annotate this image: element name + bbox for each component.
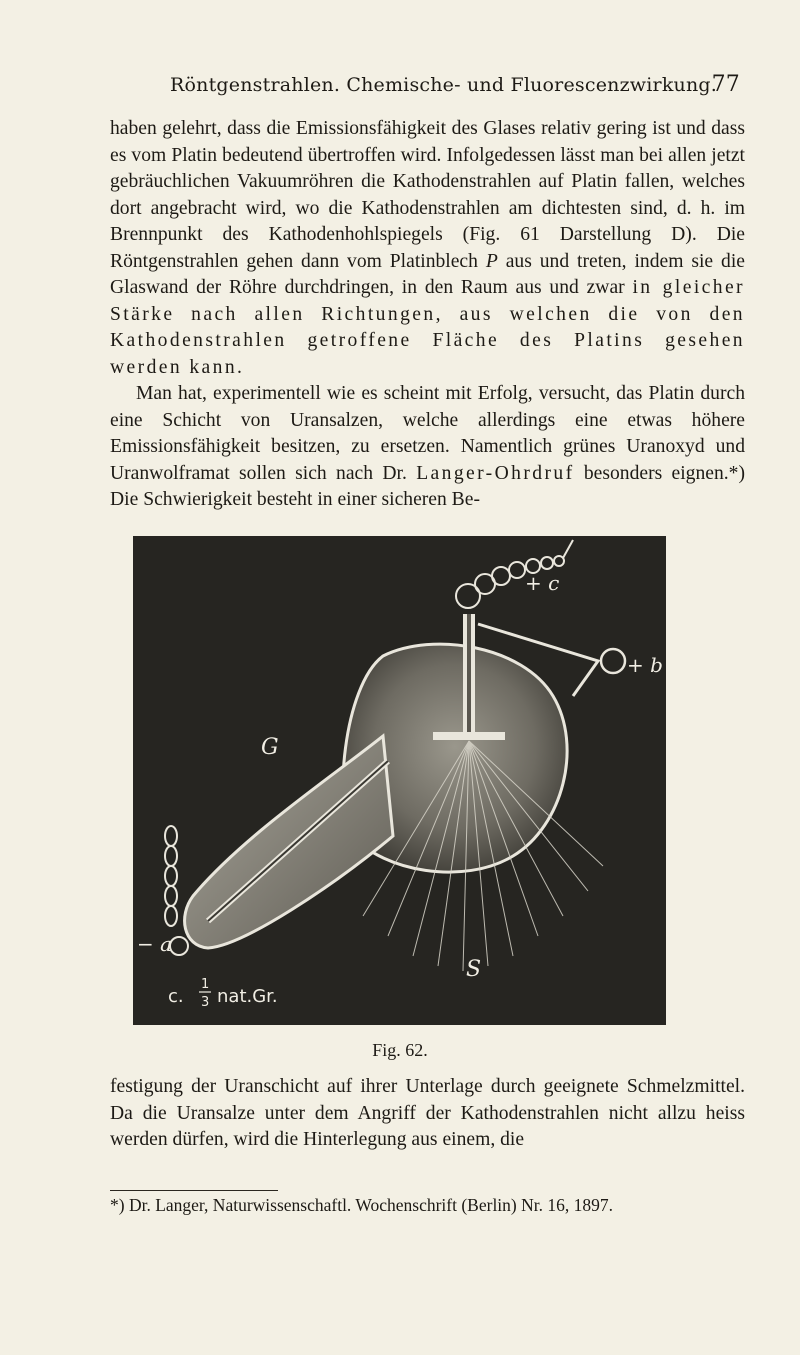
scale-numerator: 1: [201, 977, 210, 992]
label-G: G: [261, 735, 279, 760]
paragraph-1-part-b: aus und treten, indem sie die Glaswand der Röhre durchdringen, in den Raum aus und zwar: [110, 250, 745, 298]
paragraph-2: [110, 381, 745, 514]
anode-plate: [433, 732, 505, 740]
paragraph-3: [110, 1074, 745, 1154]
scale-prefix: c.: [168, 986, 184, 1007]
label-S: S: [466, 957, 482, 982]
paragraph-1-part-a: haben gelehrt, dass die Emissionsfähigkeit des Glases relativ gering ist und dass es vom Platin bedeutend übertroffen wird. Infolgedessen lässt man bei allen jetzt gebräuchlichen Vakuumröhren die Kathodenstrahlen auf Platin fallen, welches dort angebracht wird, wo die Kathodenstrahlen am dichtesten sind, d. h. im Brennpunkt des Kathodenhohlspiegels (Fig. 61 Darstellung D). Die Röntgenstrahlen gehen dann vom Platinblech: [110, 118, 745, 272]
scale-denominator: 3: [201, 995, 210, 1010]
running-title: Röntgenstrahlen. Chemische- und Fluorescenzwirkung.: [170, 74, 718, 96]
paragraph-3-text: festigung der Uranschicht auf ihrer Unterlage durch geeignete Schmelzmittel. Da die Uransalze unter dem Angriff der Kathodenstrahlen nicht allzu heiss werden dürfen, wird die Hinterlegung aus einem, die: [110, 1076, 745, 1150]
author-name: Langer-Ohrdruf: [416, 462, 575, 484]
footnote-rule: [110, 1190, 278, 1191]
figure-caption: Fig. 62.: [372, 1040, 428, 1060]
scale-suffix: nat.Gr.: [217, 986, 278, 1007]
xray-tube-drawing: [133, 536, 666, 1025]
label-plus-c: + c: [525, 571, 560, 595]
paragraph-2-part-b: besonders eignen.*) Die Schwierigkeit besteht in einer sicheren Be-: [110, 462, 745, 510]
paragraph-2-text: [110, 381, 745, 514]
figure-62-xray-tube: [133, 536, 666, 1025]
footnote: *) Dr. Langer, Naturwissenschaftl. Wochenschrift (Berlin) Nr. 16, 1897.: [110, 1195, 613, 1215]
paragraph-2-part-a: Man hat, experimentell wie es scheint mit Erfolg, versucht, das Platin durch eine Schicht von Uransalzen, welche allerdings eine etwas höhere Emissionsfähigkeit besitzen, zu ersetzen. Namentlich grünes Uranoxyd und Uranwolframat sollen sich nach Dr.: [110, 383, 745, 484]
paragraph-1: [110, 116, 745, 381]
paragraph-1-text: [110, 116, 745, 381]
label-minus-a: − a: [137, 932, 173, 956]
label-plus-b: + b: [627, 653, 663, 677]
platinblech-letter: P: [485, 250, 498, 272]
page-number: 77: [711, 72, 740, 97]
paragraph-1-emphasis: in gleicher Stärke nach allen Richtungen, aus welchen die von den Kathodenstrahlen getroffene Fläche des Platins gesehen werden kann.: [110, 277, 745, 378]
